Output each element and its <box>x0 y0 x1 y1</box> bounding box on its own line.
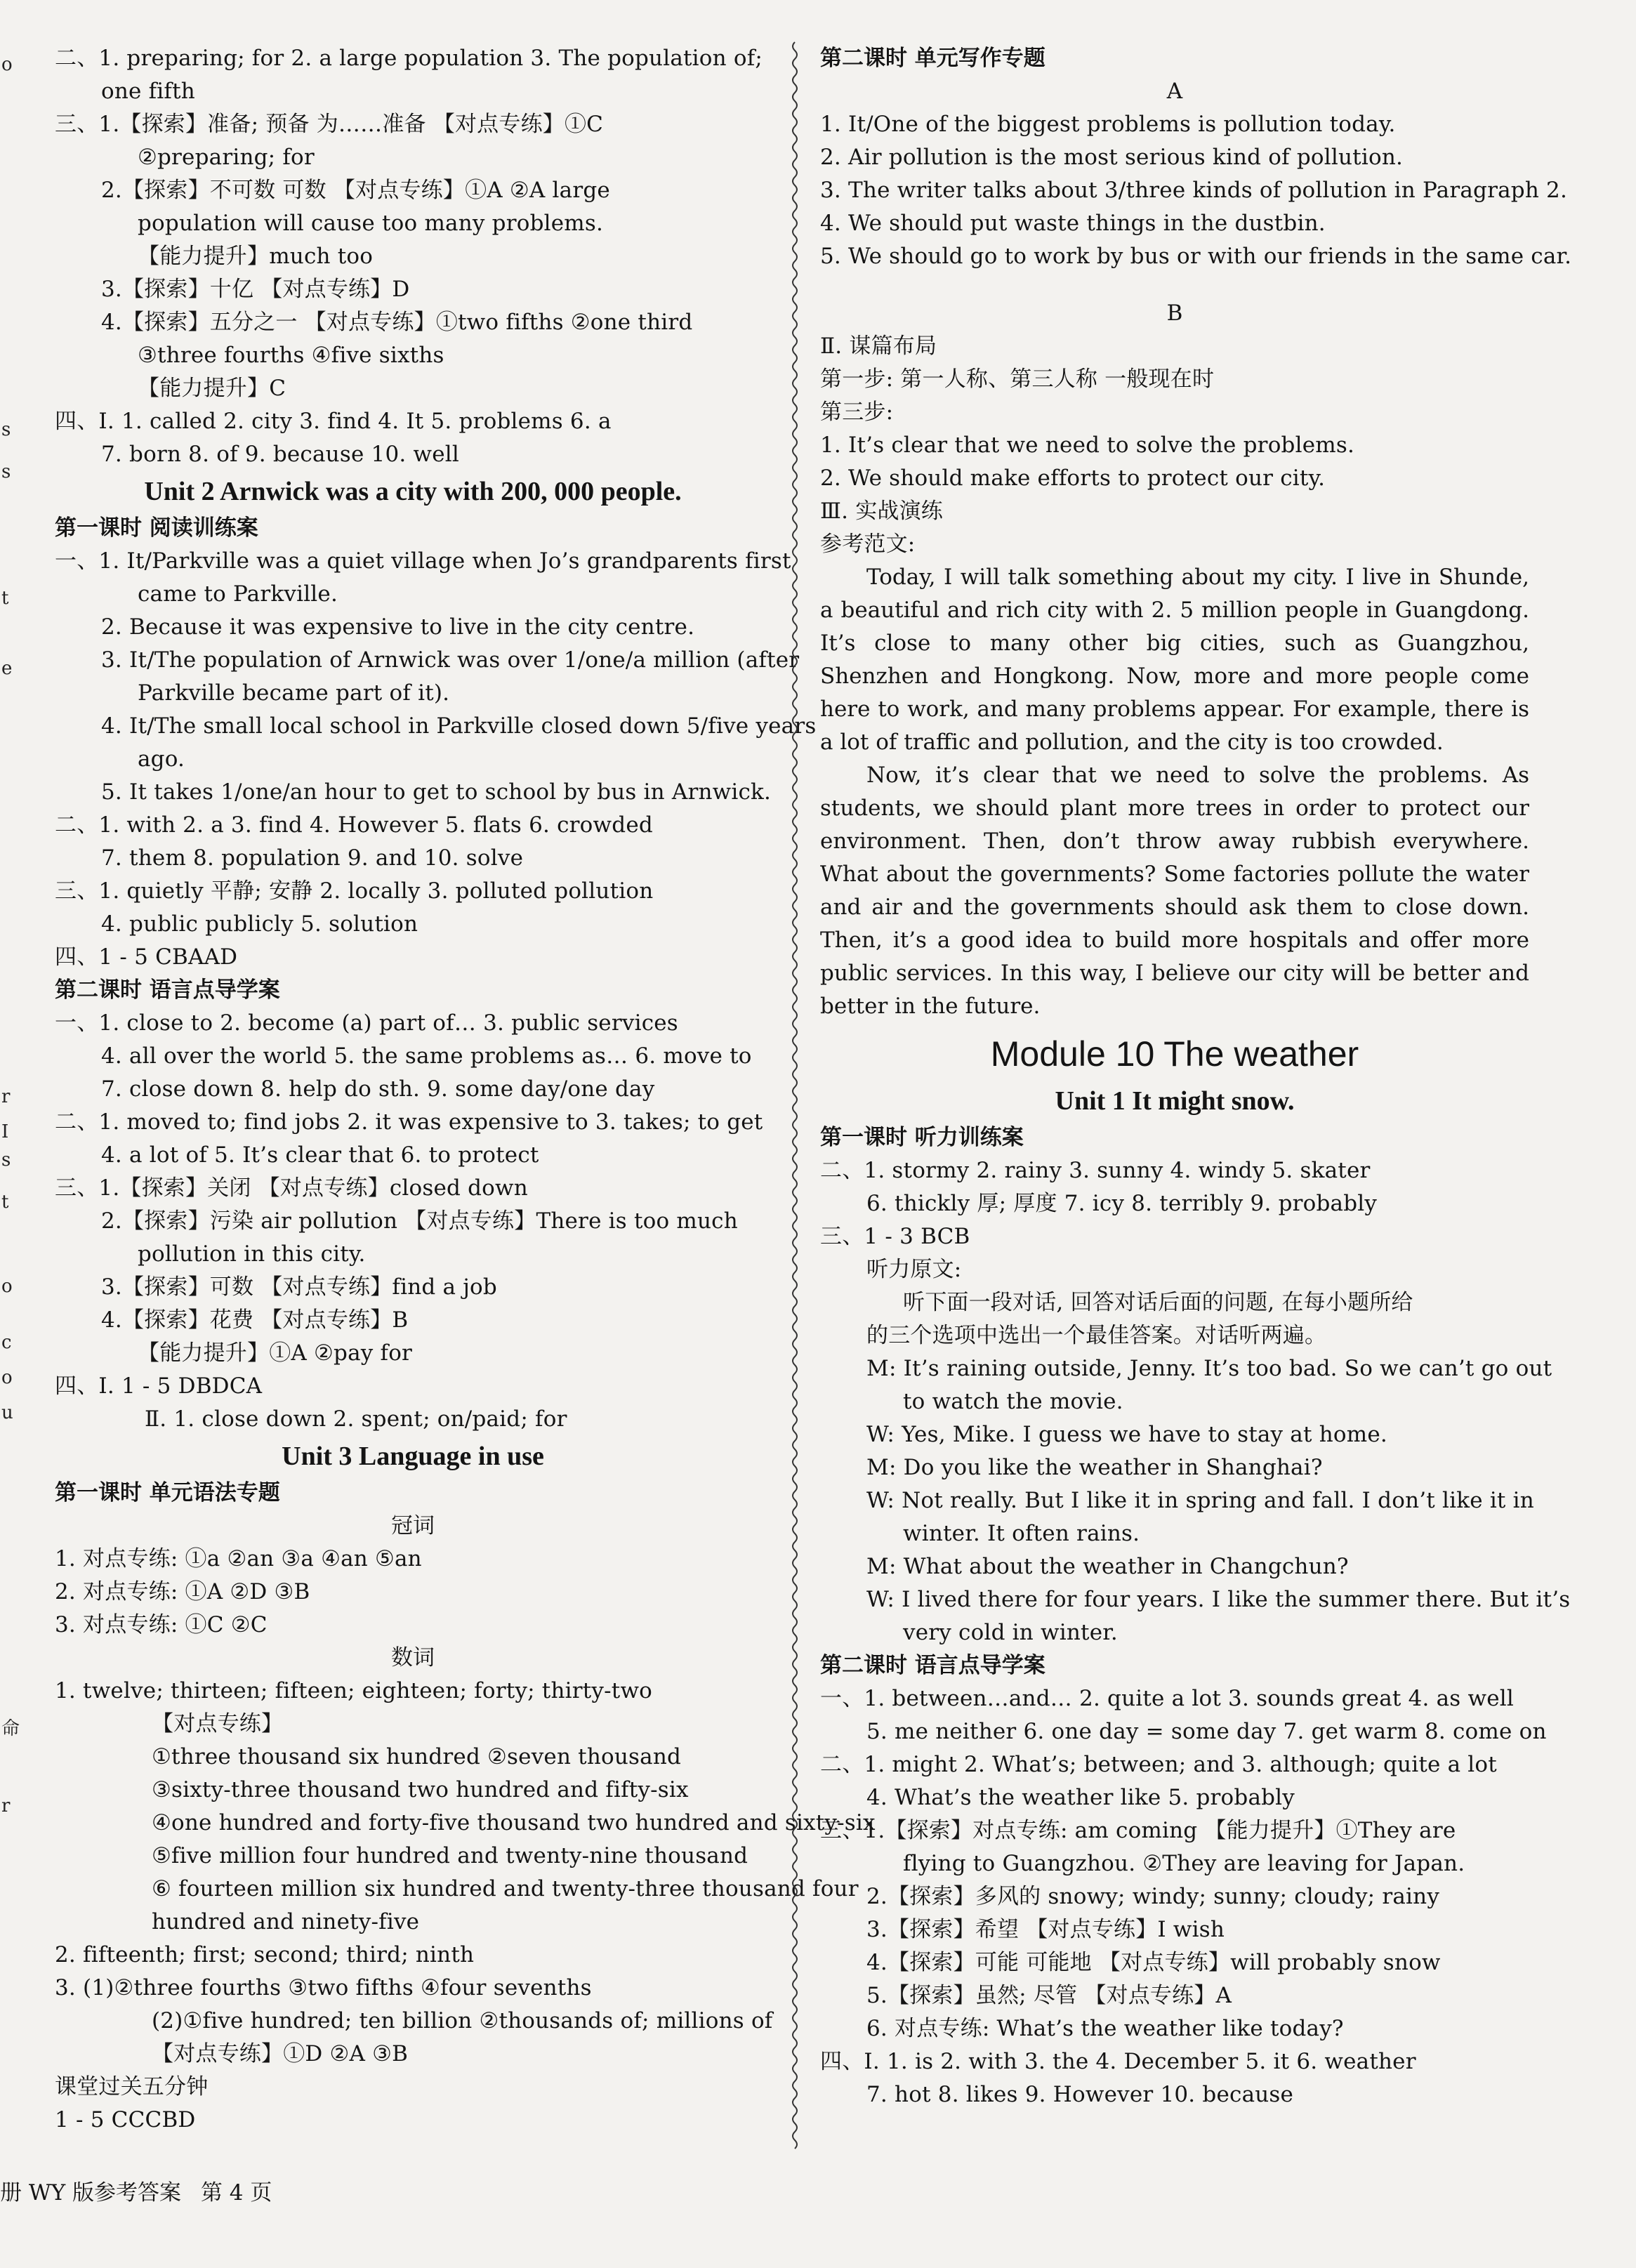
answer-line: ago. <box>138 746 185 772</box>
answer-line: 4.【探索】花费 【对点专练】B <box>101 1307 409 1333</box>
answer-line: 第三步: <box>820 400 894 425</box>
answer-line: 课堂过关五分钟 <box>55 2074 209 2099</box>
answer-line: 6. thickly 厚; 厚度 7. icy 8. terribly 9. probably <box>866 1191 1378 1216</box>
answer-line: 7. them 8. population 9. and 10. solve <box>101 845 524 871</box>
edge-fragment: t <box>1 588 9 609</box>
subsection-label: A <box>1166 79 1183 104</box>
answer-line: 4.【探索】可能 可能地 【对点专练】will probably snow <box>866 1950 1441 1975</box>
answer-line: 1. twelve; thirteen; fifteen; eighteen; forty; thirty-two <box>55 1678 653 1703</box>
lesson-heading: 第二课时 语言点导学案 <box>820 1653 1045 1678</box>
answer-line: (2)①five hundred; ten billion ②thousands of; millions of <box>152 2008 773 2033</box>
answer-line: very cold in winter. <box>903 1620 1118 1645</box>
answer-line: winter. It often rains. <box>903 1521 1140 1546</box>
answer-line: 三、1. quietly 平静; 安静 2. locally 3. polluted pollution <box>55 878 654 904</box>
answer-line: 【对点专练】①D ②A ③B <box>152 2041 409 2066</box>
answer-line: Ⅲ. 实战演练 <box>820 499 944 524</box>
answer-line: Ⅱ. 1. close down 2. spent; on/paid; for <box>145 1406 567 1432</box>
answer-line: 6. 对点专练: What’s the weather like today? <box>866 2016 1344 2041</box>
answer-line: 2. fifteenth; first; second; third; ninth <box>55 1942 475 1967</box>
lesson-heading: 第一课时 单元语法专题 <box>55 1480 280 1505</box>
lesson-heading: 第二课时 语言点导学案 <box>55 977 280 1003</box>
answer-line: 1. It/One of the biggest problems is pollution today. <box>820 112 1396 137</box>
answer-line: 四、1 - 5 CBAAD <box>55 944 238 970</box>
edge-fragment: o <box>1 1276 13 1297</box>
answer-line: ①three thousand six hundred ②seven thousand <box>152 1744 682 1769</box>
unit-heading: Unit 2 Arnwick was a city with 200, 000 people. <box>144 477 682 506</box>
essay-paragraph <box>820 561 1529 759</box>
essay-paragraph-text: Now, it’s clear that we need to solve the problems. As students, we should plant more trees in order to protect our environment. Then, don’t throw away rubbish everywhere. What about the governments? Some factories pollute the water and air and the governments should ask them to close down. Then, it’s a good idea to build more hospitals and offer more public services. In this way, I believe our city will be better and better in the future. <box>820 763 1529 1019</box>
edge-fragment: c <box>1 1332 12 1353</box>
answer-line: 4.【探索】五分之一 【对点专练】①two fifths ②one third <box>101 310 693 335</box>
answer-line: 【能力提升】C <box>138 376 286 401</box>
answer-line: flying to Guangzhou. ②They are leaving for Japan. <box>903 1851 1465 1876</box>
answer-line: 5. me neither 6. one day = some day 7. get warm 8. come on <box>866 1719 1547 1744</box>
lesson-heading: 第二课时 单元写作专题 <box>820 46 1045 71</box>
answer-line: W: Not really. But I like it in spring and fall. I don’t like it in <box>866 1488 1534 1513</box>
answer-line: 2. We should make efforts to protect our city. <box>820 466 1326 491</box>
subsection-label: B <box>1166 301 1183 326</box>
answer-line: 5.【探索】虽然; 尽管 【对点专练】A <box>866 1983 1232 2008</box>
footer-page-number: 第 4 页 <box>200 2180 272 2206</box>
edge-fragment: o <box>1 1367 13 1388</box>
edge-fragment: s <box>1 461 11 482</box>
module-title: Module 10 The weather <box>990 1034 1359 1074</box>
essay-paragraph <box>820 759 1529 1023</box>
subsection-label: 数词 <box>391 1645 435 1670</box>
edge-fragment: s <box>1 1149 11 1171</box>
answer-line: 2.【探索】污染 air pollution 【对点专练】There is too much <box>101 1208 738 1234</box>
answer-line: ④one hundred and forty-five thousand two hundred and sixty-six <box>152 1810 876 1835</box>
left-edge-cropped-text <box>0 42 20 2142</box>
answer-line: 1. It’s clear that we need to solve the problems. <box>820 433 1355 458</box>
essay-paragraph-text: Today, I will talk something about my city. I live in Shunde, a beautiful and rich city with 2. 5 million people in Guangdong. It’s close to many other big cities, such as Guangzhou, Shenzhen and Hongkong. Now, more and more people come here to work, and many problems appear. For example, there is a lot of traffic and pollution, and the city is too crowded. <box>820 565 1529 755</box>
answer-line: M: What about the weather in Changchun? <box>866 1554 1349 1579</box>
answer-line: 一、1. between…and… 2. quite a lot 3. sounds great 4. as well <box>820 1686 1514 1711</box>
answer-line: 3.【探索】十亿 【对点专练】D <box>101 277 410 302</box>
answer-line: 【能力提升】much too <box>138 244 374 269</box>
subsection-label: 冠词 <box>391 1513 435 1538</box>
footer-edition: 册 WY 版参考答案 <box>0 2180 182 2206</box>
answer-line: 4. What’s the weather like 5. probably <box>866 1785 1295 1810</box>
answer-line: 三、1.【探索】对点专练: am coming 【能力提升】①They are <box>820 1818 1456 1843</box>
answer-line: 4. public publicly 5. solution <box>101 911 418 937</box>
page-footer <box>0 2177 284 2210</box>
spacer <box>820 273 1529 297</box>
answer-line: 【对点专练】 <box>152 1711 284 1736</box>
answer-line: M: Do you like the weather in Shanghai? <box>866 1455 1323 1480</box>
answer-line: 1 - 5 CCCBD <box>55 2107 196 2132</box>
right-answer-column <box>820 42 1572 2111</box>
edge-fragment: t <box>1 1192 9 1213</box>
edge-fragment: I <box>1 1121 9 1142</box>
answer-line: W: I lived there for four years. I like the summer there. But it’s <box>866 1587 1571 1612</box>
edge-fragment: o <box>1 54 13 75</box>
answer-line: 4. a lot of 5. It’s clear that 6. to protect <box>101 1142 539 1168</box>
answer-line: 2. Air pollution is the most serious kind of pollution. <box>820 145 1404 170</box>
answer-line: 一、1. close to 2. become (a) part of… 3. public services <box>55 1010 678 1036</box>
answer-line: 三、1.【探索】关闭 【对点专练】closed down <box>55 1175 528 1201</box>
answer-line: Ⅱ. 谋篇布局 <box>820 334 937 359</box>
edge-fragment: u <box>1 1402 13 1423</box>
unit-heading: Unit 3 Language in use <box>282 1442 544 1471</box>
writing-section <box>820 42 1572 561</box>
answer-line: 3. The writer talks about 3/three kinds of pollution in Paragraph 2. <box>820 178 1568 203</box>
answer-line: 2. Because it was expensive to live in the city centre. <box>101 614 695 640</box>
answer-line: 3. 对点专练: ①C ②C <box>55 1612 268 1637</box>
answer-line: 二、1. stormy 2. rainy 3. sunny 4. windy 5. skater <box>820 1158 1371 1183</box>
answer-line: 四、Ⅰ. 1 - 5 DBDCA <box>55 1373 263 1399</box>
answer-line: pollution in this city. <box>138 1241 366 1267</box>
answer-line: ③sixty-three thousand two hundred and fifty-six <box>152 1777 689 1802</box>
answer-line: 7. hot 8. likes 9. However 10. because <box>866 2082 1294 2107</box>
answer-line: 听力原文: <box>866 1257 962 1282</box>
answer-line: 三、1.【探索】准备; 预备 为……准备 【对点专练】①C <box>55 112 604 137</box>
answer-line: 2.【探索】多风的 snowy; windy; sunny; cloudy; rainy <box>866 1884 1440 1909</box>
column-divider-wavy-line <box>788 42 802 2142</box>
edge-fragment: 命 <box>1 1718 20 1739</box>
module-10-section <box>820 1027 1571 2111</box>
answer-line: 3. It/The population of Arnwick was over 1/one/a million (after <box>101 647 800 673</box>
answer-line: 1. 对点专练: ①a ②an ③a ④an ⑤an <box>55 1546 422 1571</box>
lesson-heading: 第一课时 听力训练案 <box>820 1125 1024 1150</box>
answer-line: M: It’s raining outside, Jenny. It’s too bad. So we can’t go out <box>866 1356 1552 1381</box>
answer-line: 7. close down 8. help do sth. 9. some day/one day <box>101 1076 655 1102</box>
answer-line: 四、Ⅰ. 1. is 2. with 3. the 4. December 5. it 6. weather <box>820 2049 1416 2074</box>
answer-line: 5. We should go to work by bus or with our friends in the same car. <box>820 244 1572 269</box>
answer-line: 3. (1)②three fourths ③two fifths ④four sevenths <box>55 1975 592 2000</box>
answer-line: hundred and ninety-five <box>152 1909 420 1934</box>
answer-line: 2. 对点专练: ①A ②D ③B <box>55 1579 310 1604</box>
answer-line: 二、1. preparing; for 2. a large population 3. The population of; <box>55 46 763 71</box>
answer-line: one fifth <box>101 79 195 104</box>
answer-line: ⑥ fourteen million six hundred and twenty-three thousand four <box>152 1876 859 1901</box>
answer-line: ②preparing; for <box>138 145 315 170</box>
answer-line: 4. We should put waste things in the dustbin. <box>820 211 1326 236</box>
answer-line: 第一步: 第一人称、第三人称 一般现在时 <box>820 367 1215 392</box>
answer-line: 2.【探索】不可数 可数 【对点专练】①A ②A large <box>101 178 610 203</box>
answer-line: 5. It takes 1/one/an hour to get to school by bus in Arnwick. <box>101 779 772 805</box>
answer-line: W: Yes, Mike. I guess we have to stay at home. <box>866 1422 1387 1447</box>
answer-line: 参考范文: <box>820 532 916 557</box>
answer-line: 4. It/The small local school in Parkville closed down 5/five years <box>101 713 817 739</box>
answer-line: to watch the movie. <box>903 1389 1123 1414</box>
lesson-heading: 第一课时 阅读训练案 <box>55 515 258 541</box>
unit-heading: Unit 1 It might snow. <box>1055 1086 1295 1116</box>
answer-line: 二、1. moved to; find jobs 2. it was expensive to 3. takes; to get <box>55 1109 763 1135</box>
answer-line: 4. all over the world 5. the same problems as… 6. move to <box>101 1043 752 1069</box>
answer-line: 二、1. with 2. a 3. find 4. However 5. flats 6. crowded <box>55 812 653 838</box>
answer-line: population will cause too many problems. <box>138 211 604 236</box>
answer-line: 三、1 - 3 BCB <box>820 1224 970 1249</box>
edge-fragment: r <box>1 1086 11 1107</box>
answer-line: 3.【探索】希望 【对点专练】I wish <box>866 1917 1225 1942</box>
edge-fragment: r <box>1 1795 11 1817</box>
answer-line: 二、1. might 2. What’s; between; and 3. although; quite a lot <box>820 1752 1497 1777</box>
answer-line: 一、1. It/Parkville was a quiet village when Jo’s grandparents first <box>55 548 791 574</box>
answer-line: 听下面一段对话, 回答对话后面的问题, 在每小题所给 <box>903 1290 1413 1315</box>
answer-line: 的三个选项中选出一个最佳答案。对话听两遍。 <box>866 1323 1327 1348</box>
answer-line: Parkville became part of it). <box>138 680 450 706</box>
edge-fragment: s <box>1 419 11 440</box>
answer-line: 【能力提升】①A ②pay for <box>138 1340 413 1366</box>
answer-line: came to Parkville. <box>138 581 338 607</box>
answer-line: 3.【探索】可数 【对点专练】find a job <box>101 1274 497 1300</box>
answer-line: ③three fourths ④five sixths <box>138 343 444 368</box>
sample-essay <box>820 561 1529 1023</box>
edge-fragment: e <box>1 658 13 679</box>
answer-line: ⑤five million four hundred and twenty-nine thousand <box>152 1843 748 1868</box>
answer-line: 7. born 8. of 9. because 10. well <box>101 442 460 467</box>
answer-line: 四、Ⅰ. 1. called 2. city 3. find 4. It 5. problems 6. a <box>55 409 612 434</box>
